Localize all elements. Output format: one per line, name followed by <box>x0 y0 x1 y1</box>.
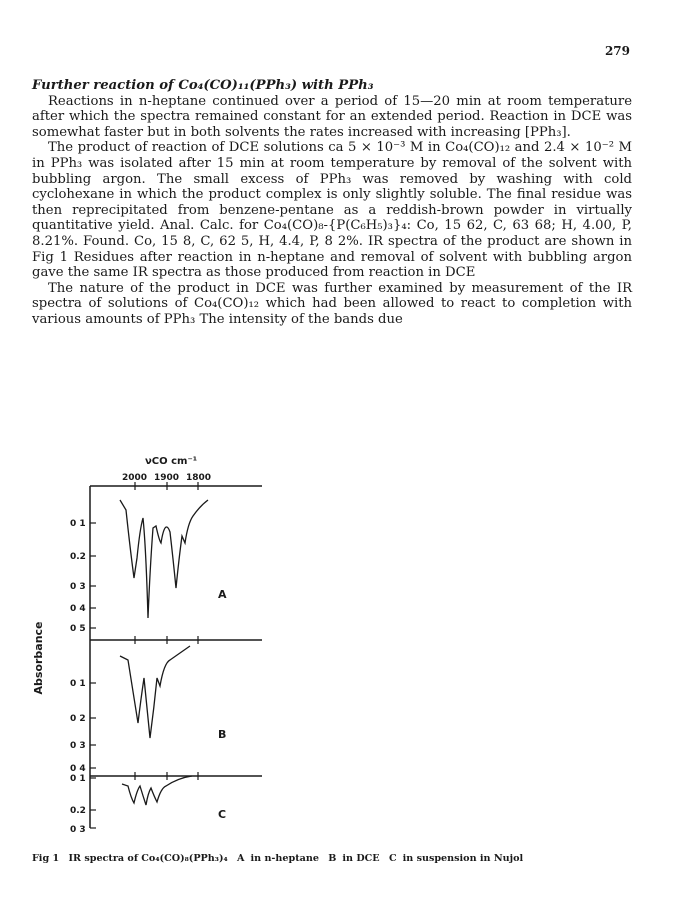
figure-caption <box>32 853 632 864</box>
caption-key-c: C <box>388 853 397 864</box>
caption-key-a: A <box>237 853 245 864</box>
panel-a-tick-3: 0 3 <box>70 582 86 592</box>
panel-a-tick-2: 0.2 <box>70 552 86 562</box>
body-text <box>32 78 632 328</box>
caption-key-b: B <box>328 853 337 864</box>
panel-a-tick-4: 0 4 <box>70 604 86 614</box>
panel-b-letter: B <box>218 728 227 741</box>
panel-c-tick-3: 0 3 <box>70 825 86 835</box>
section-heading: Further reaction of Co₄(CO)₁₁(PPh₃) with PPh₃ <box>32 78 374 93</box>
panel-a-tick-1: 0 1 <box>70 519 86 529</box>
wavenumber-label: νCO cm⁻¹ <box>145 456 198 467</box>
panel-b-tick-3: 0 3 <box>70 741 86 751</box>
ir-spectra-figure <box>30 448 330 838</box>
panel-b-tick-1: 0 1 <box>70 679 86 689</box>
panel-c-letter: C <box>218 808 227 821</box>
panel-a-ticks <box>90 523 96 628</box>
panel-b-tick-4: 0 4 <box>70 764 86 774</box>
x-tick-1800: 1800 <box>186 473 212 483</box>
paragraph-3: The nature of the product in DCE was further examined by measurement of the IR spectra of solutions of Co₄(CO)₁₂ which had been allowed to react to completion with various amounts of PPh₃ The intensity of the bands due <box>32 280 632 327</box>
panel-c-tick-2: 0.2 <box>70 806 86 816</box>
panel-c-tick-1: 0 1 <box>70 774 86 784</box>
caption-text: IR spectra of Co₄(CO)₈(PPh₃)₄ <box>68 853 228 864</box>
panel-b-ticks <box>90 683 96 768</box>
caption-desc-a: in n-heptane <box>250 853 319 864</box>
figure-1 <box>30 448 330 838</box>
x-tick-1900: 1900 <box>154 473 180 483</box>
panel-c-ticks <box>90 778 96 828</box>
y-axis-label: Absorbance <box>32 621 45 695</box>
caption-desc-c: in suspension in Nujol <box>402 853 524 864</box>
page-number: 279 <box>604 44 630 58</box>
panel-b-tick-2: 0 2 <box>70 714 86 724</box>
panel-a-tick-5: 0 5 <box>70 624 86 634</box>
panel-a-letter: A <box>218 588 227 601</box>
spectrum-b <box>120 646 190 738</box>
paragraph-1: Reactions in n-heptane continued over a period of 15—20 min at room temperature after which the spectra remained constant for an extended period. Reaction in DCE was somewhat faster but in both solvents the rates increased with increasing [PPh₃]. <box>32 93 632 140</box>
spectrum-a <box>120 500 208 618</box>
caption-desc-b: in DCE <box>342 853 380 864</box>
paragraph-2: The product of reaction of DCE solutions ca 5 × 10⁻³ M in Co₄(CO)₁₂ and 2.4 × 10⁻² M in PPh₃ was isolated after 15 min at room temperature by removal of the solvent with bubbling argon. The small excess of PPh₃ was removed by washing with cold cyclohexane in which the product complex is only slightly soluble. The final residue was then reprecipitated from benzene-pentane as a reddish-brown powder in virtually quantitative yield. Anal. Calc. for Co₄(CO)₈-{P(C₆H₅)₃}₄: Co, 15 62, C, 63 68; H, 4.00, P, 8.21%. Found. Co, 15 8, C, 62 5, H, 4.4, P, 8 2%. IR spectra of the product are shown in Fig 1 Residues after reaction in n-heptane and removal of solvent with bubbling argon gave the same IR spectra as those produced from reaction in DCE <box>32 140 632 281</box>
x-tick-2000: 2000 <box>122 473 148 483</box>
spectrum-c <box>122 776 192 805</box>
caption-label: Fig 1 <box>32 853 60 864</box>
